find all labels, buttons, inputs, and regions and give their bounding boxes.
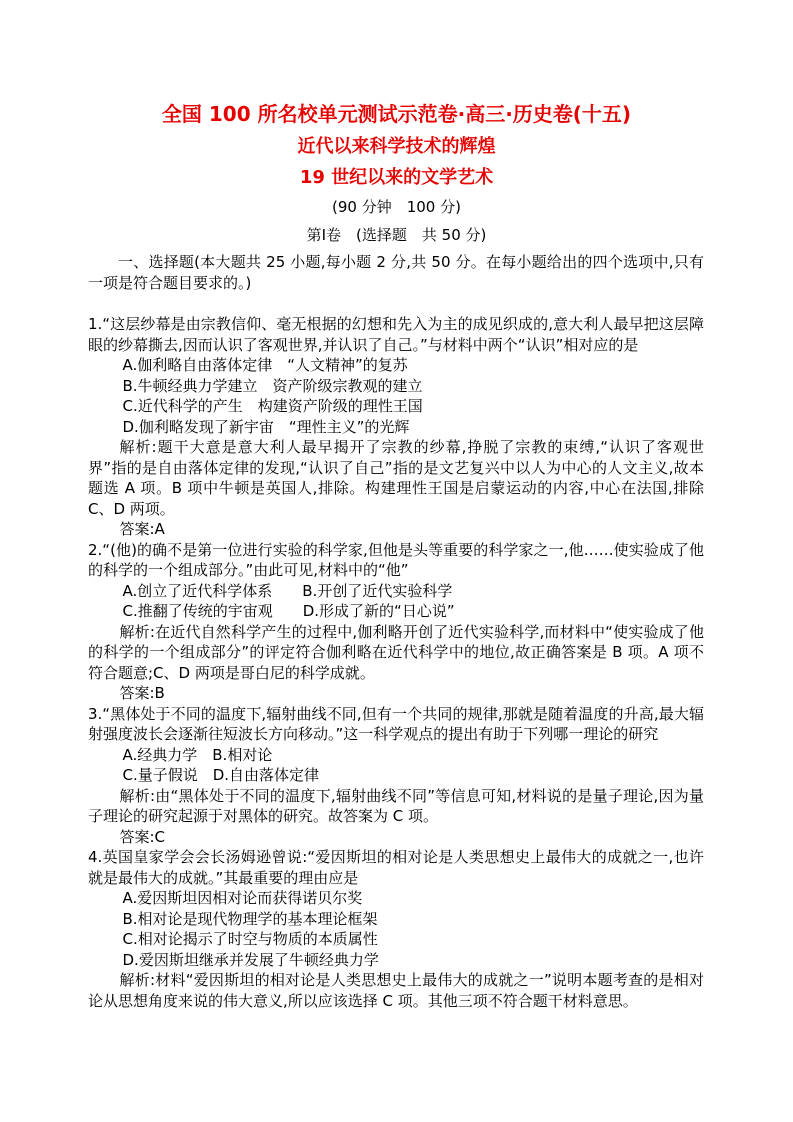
part-one-header: 第Ⅰ卷 (选择题 共 50 分) <box>306 226 487 244</box>
question-2-analysis: 解析:在近代自然科学产生的过程中,伽利略开创了近代实验科学,而材料中“使实验成了他的科学的一个组成部分”的评定符合伽利略在近代科学中的地位,故正确答案是 B 项。A 项不符合题意;C、D 两项是哥白尼的科学成就。 <box>88 622 704 682</box>
question-3-stem: 3.“黑体处于不同的温度下,辐射曲线不同,但有一个共同的规律,那就是随着温度的升高,最大辐射强度波长会逐渐往短波长方向移动。”这一科学观点的提出有助于下列哪一理论的研究 <box>88 704 704 743</box>
question-1 <box>88 314 704 540</box>
question-2-options-cd: C.推翻了传统的宇宙观 D.形成了新的“日心说” <box>122 602 455 620</box>
question-4-analysis: 解析:材料“爱因斯坦的相对论是人类思想史上最伟大的成就之一”说明本题考查的是相对论从思想角度来说的伟大意义,所以应该选择 C 项。其他三项不符合题干材料意思。 <box>88 971 704 1010</box>
time-score-line: (90 分钟 100 分) <box>332 198 461 216</box>
paper-body <box>88 252 704 1011</box>
question-1-option-a: A.伽利略自由落体定律 “人文精神”的复苏 <box>122 356 408 374</box>
question-1-answer: 答案:A <box>119 520 165 538</box>
question-1-option-d: D.伽利略发现了新宇宙 “理性主义”的光辉 <box>122 417 410 436</box>
question-4 <box>88 847 704 1011</box>
question-1-option-b: B.牛顿经典力学建立 资产阶级宗教观的建立 <box>122 376 423 395</box>
question-4-option-c: C.相对论揭示了时空与物质的本质属性 <box>122 930 378 948</box>
section-instructions: 一、选择题(本大题共 25 小题,每小题 2 分,共 50 分。在每小题给出的四个选项中,只有一项是符合题目要求的。) <box>88 253 704 292</box>
question-2-answer: 答案:B <box>119 684 165 702</box>
question-3 <box>88 704 704 848</box>
paper-title: 全国 100 所名校单元测试示范卷·高三·历史卷(十五) <box>161 102 632 126</box>
question-2-stem: 2.“(他)的确不是第一位进行实验的科学家,但他是头等重要的科学家之一,他……使实验成了他的科学的一个组成部分。”由此可见,材料中的“他” <box>88 540 704 579</box>
question-3-analysis: 解析:由“黑体处于不同的温度下,辐射曲线不同”等信息可知,材料说的是量子理论,因为量子理论的研究起源于对黑体的研究。故答案为 C 项。 <box>88 786 704 825</box>
question-3-options-cd: C.量子假说 D.自由落体定律 <box>122 766 320 784</box>
question-4-stem: 4.英国皇家学会会长汤姆逊曾说:“爱因斯坦的相对论是人类思想史上最伟大的成就之一,也许就是最伟大的成就。”其最重要的理由应是 <box>88 848 704 887</box>
question-4-option-b: B.相对论是现代物理学的基本理论框架 <box>122 909 378 928</box>
question-1-stem: 1.“这层纱幕是由宗教信仰、毫无根据的幻想和先入为主的成见织成的,意大利人最早把这层障眼的纱幕撕去,因而认识了客观世界,并认识了自己。”与材料中两个“认识”相对应的是 <box>88 315 704 354</box>
question-4-option-d: D.爱因斯坦继承并发展了牛顿经典力学 <box>122 950 379 969</box>
question-3-options-ab: A.经典力学 B.相对论 <box>122 745 273 764</box>
question-1-analysis: 解析:题干大意是意大利人最早揭开了宗教的纱幕,挣脱了宗教的束缚,“认识了客观世界”指的是自由落体定律的发现,“认识了自己”指的是文艺复兴中以人为中心的人文主义,故本题选 A 项。B 项中牛顿是英国人,排除。构建理性王国是启蒙运动的内容,中心在法国,排除 C、D 两项。 <box>88 438 704 518</box>
question-4-option-a: A.爱因斯坦因相对论而获得诺贝尔奖 <box>122 889 363 907</box>
question-1-option-c: C.近代科学的产生 构建资产阶级的理性王国 <box>122 397 423 415</box>
paper-header <box>0 0 793 246</box>
question-3-answer: 答案:C <box>119 827 166 846</box>
question-2 <box>88 540 704 704</box>
paper-subtitle-literature: 19 世纪以来的文学艺术 <box>299 167 494 188</box>
question-2-options-ab: A.创立了近代科学体系 B.开创了近代实验科学 <box>122 581 453 600</box>
paper-subtitle-science: 近代以来科学技术的辉煌 <box>297 136 496 157</box>
